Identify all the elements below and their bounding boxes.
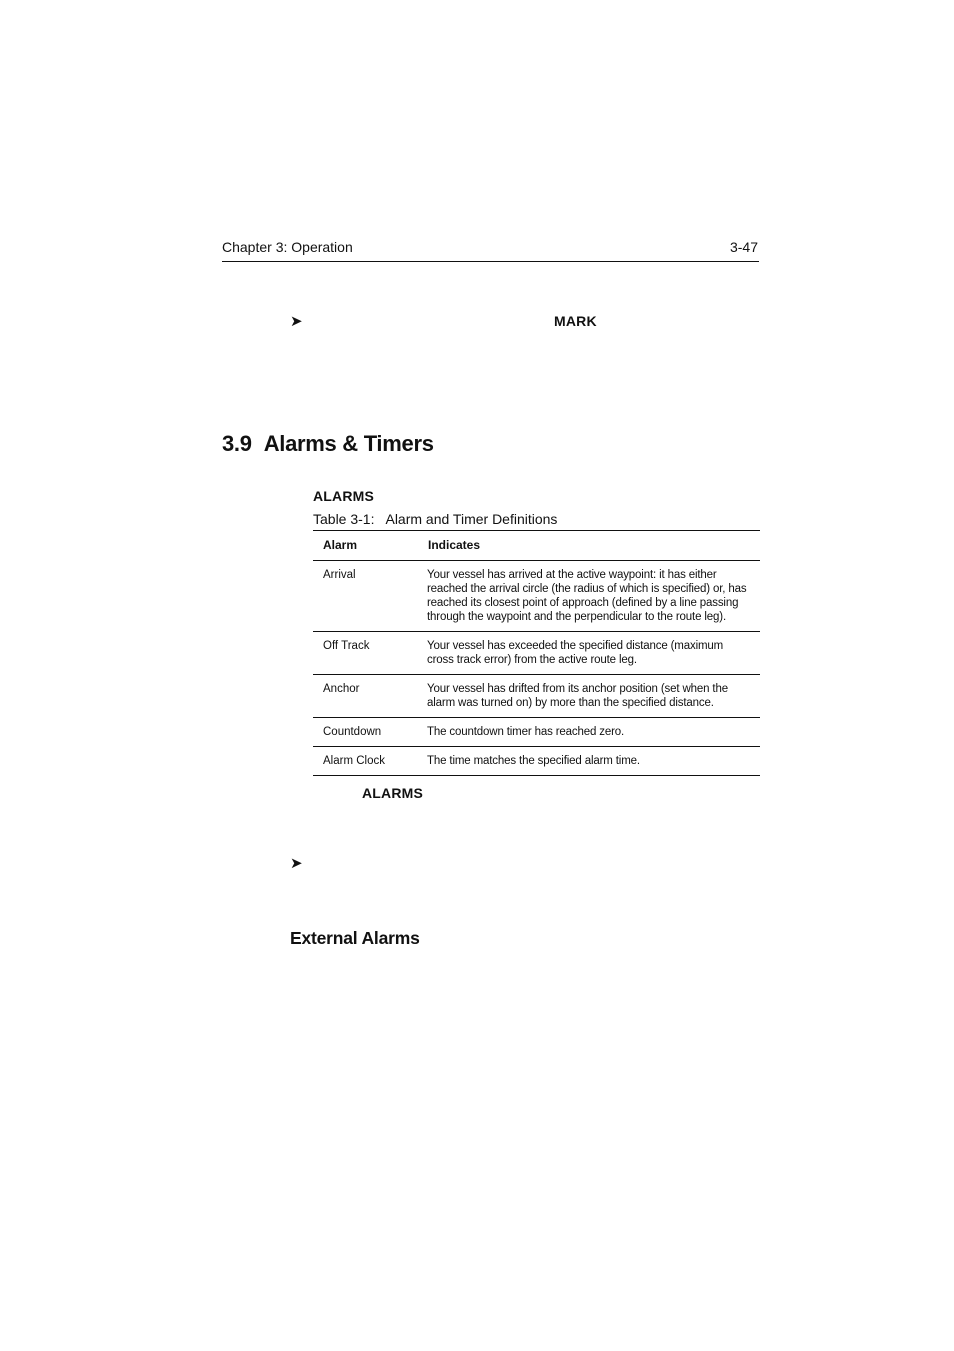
alarm-name: Off Track — [313, 632, 418, 675]
column-header-alarm: Alarm — [313, 531, 418, 561]
table-row — [313, 718, 760, 747]
header-rule — [222, 261, 759, 262]
alarms-key-label-2: ALARMS — [362, 785, 424, 801]
bullet-arrow-icon: ➤ — [290, 312, 303, 330]
bullet-arrow-icon-2: ➤ — [290, 854, 303, 872]
table-row — [313, 747, 760, 776]
table-caption — [313, 510, 557, 528]
running-header-chapter: Chapter 3: Operation — [222, 239, 353, 255]
alarm-name: Countdown — [313, 718, 418, 747]
table-row — [313, 675, 760, 718]
table-caption-label: Table 3-1: — [313, 511, 375, 527]
table-caption-title: Alarm and Timer Definitions — [385, 511, 558, 527]
table-row — [313, 632, 760, 675]
alarm-description: Your vessel has arrived at the active waypoint: it has either reached the arrival circle (the radius of which is specified) or, has reached its closest point of approach (defined by a line passing through the waypoint and the perpendicular to the route leg). — [418, 561, 760, 632]
alarm-description: Your vessel has drifted from its anchor position (set when the alarm was turned on) by more than the specified distance. — [418, 675, 760, 718]
alarm-name: Anchor — [313, 675, 418, 718]
column-header-indicates: Indicates — [418, 531, 760, 561]
section-heading — [222, 430, 434, 458]
table-row — [313, 561, 760, 632]
alarm-name: Arrival — [313, 561, 418, 632]
alarm-description: The countdown timer has reached zero. — [418, 718, 760, 747]
alarm-name: Alarm Clock — [313, 747, 418, 776]
mark-key-label: MARK — [554, 313, 597, 329]
page-number: 3-47 — [729, 239, 758, 255]
subsection-heading: External Alarms — [290, 928, 420, 948]
alarm-definitions-table — [313, 530, 760, 776]
alarms-key-label: ALARMS — [313, 488, 375, 504]
section-number: 3.9 — [222, 431, 252, 456]
alarm-description: The time matches the specified alarm time. — [418, 747, 760, 776]
section-title: Alarms & Timers — [263, 431, 434, 456]
table-header-row — [313, 531, 760, 561]
alarm-description: Your vessel has exceeded the specified distance (maximum cross track error) from the active route leg. — [418, 632, 760, 675]
